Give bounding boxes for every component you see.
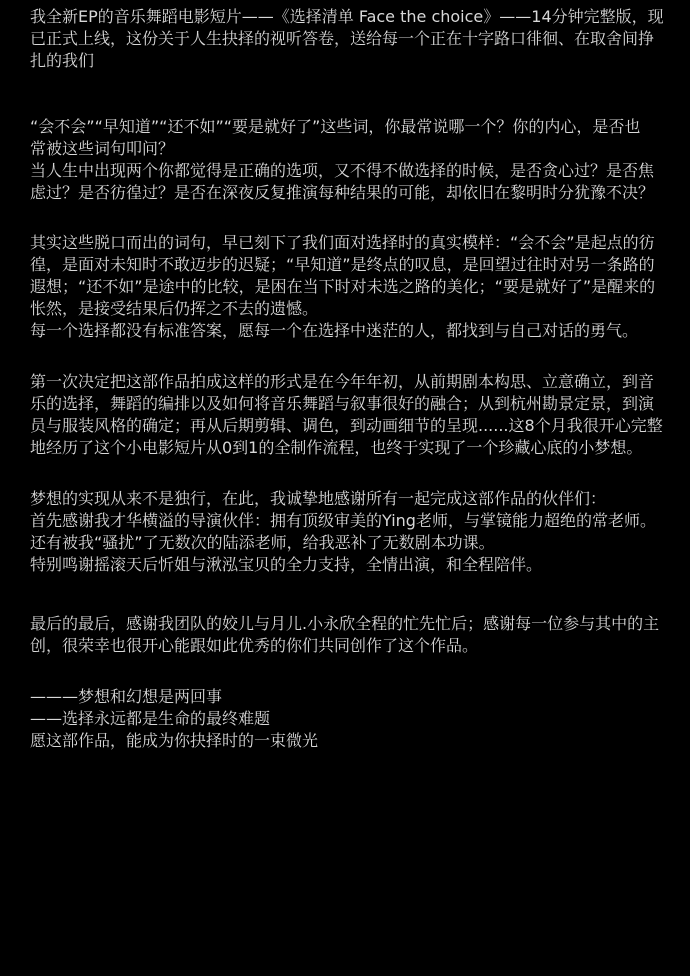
paragraph-intro — [30, 4, 670, 70]
text-line: 愿这部作品，能成为你抉择时的一束微光 — [30, 731, 319, 750]
text-line: 我全新EP的音乐舞蹈电影短片——《选择清单 Face the choice》——14分钟完整版，现 — [30, 7, 664, 26]
text-line: 遐想；“还不如”是途中的比较，是困在当下时对未选之路的美化；“要是就好了”是醒来的 — [30, 277, 656, 296]
text-line: 徨，是面对未知时不敢迈步的迟疑；“早知道”是终点的叹息，是回望过往时对另一条路的 — [30, 255, 655, 274]
text-line: 特别鸣谢摇滚天后忻姐与湫泓宝贝的全力支持，全情出演，和全程陪伴。 — [30, 555, 543, 574]
text-line: 怅然，是接受结果后仍挥之不去的遗憾。 — [30, 299, 319, 318]
text-line: 还有被我“骚扰”了无数次的陆添老师，给我恶补了无数剧本功课。 — [30, 533, 495, 552]
paragraph-thanks — [30, 486, 670, 574]
text-line: 梦想的实现从来不是独行，在此，我诚挚地感谢所有一起完成这部作品的伙伴们： — [30, 489, 607, 508]
paragraph-questions — [30, 114, 670, 202]
text-line: 创，很荣幸也很开心能跟如此优秀的你们共同创作了这个作品。 — [30, 636, 479, 655]
text-line: ——选择永远都是生命的最终难题 — [30, 709, 271, 728]
text-line: 第一次决定把这部作品拍成这样的形式是在今年年初，从前期剧本构思、立意确立，到音 — [30, 372, 655, 391]
text-line: ———梦想和幻想是两回事 — [30, 687, 223, 706]
text-line: 当人生中出现两个你都觉得是正确的选项，又不得不做选择的时候，是否贪心过？是否焦 — [30, 161, 655, 180]
text-line: 扎的我们 — [30, 51, 95, 70]
text-line: 虑过？是否彷徨过？是否在深夜反复推演每种结果的可能，却依旧在黎明时分犹豫不决？ — [30, 183, 655, 202]
text-line: 地经历了这个小电影短片从0到1的全制作流程，也终于实现了一个珍藏心底的小梦想。 — [30, 438, 643, 457]
text-line: 每一个选择都没有标准答案，愿每一个在选择中迷茫的人，都找到与自己对话的勇气。 — [30, 321, 639, 340]
paragraph-closing — [30, 684, 670, 750]
text-line: 员与服装风格的确定；再从后期剪辑、调色，到动画细节的呈现......这8个月我很开心完整 — [30, 416, 663, 435]
text-line: 已正式上线，这份关于人生抉择的视听答卷，送给每一个正在十字路口徘徊、在取舍间挣 — [30, 29, 655, 48]
text-line: 最后的最后，感谢我团队的姣儿与月儿.小永欣全程的忙先忙后；感谢每一位参与其中的主 — [30, 614, 660, 633]
text-line: 乐的选择，舞蹈的编排以及如何将音乐舞蹈与叙事很好的融合；从到杭州勘景定景，到演 — [30, 394, 655, 413]
text-line: 常被这些词句叩问？ — [30, 139, 175, 158]
paragraph-reflection — [30, 230, 670, 340]
text-line: 首先感谢我才华横溢的导演伙伴：拥有顶级审美的Ying老师，与掌镜能力超绝的常老师。 — [30, 511, 656, 530]
paragraph-final-thanks — [30, 611, 670, 655]
paragraph-production — [30, 369, 670, 457]
text-line: 其实这些脱口而出的词句，早已刻下了我们面对选择时的真实模样：“会不会”是起点的彷 — [30, 233, 655, 252]
text-line: “会不会”“早知道”“还不如”“要是就好了”这些词，你最常说哪一个？你的内心，是否也 — [30, 117, 641, 136]
